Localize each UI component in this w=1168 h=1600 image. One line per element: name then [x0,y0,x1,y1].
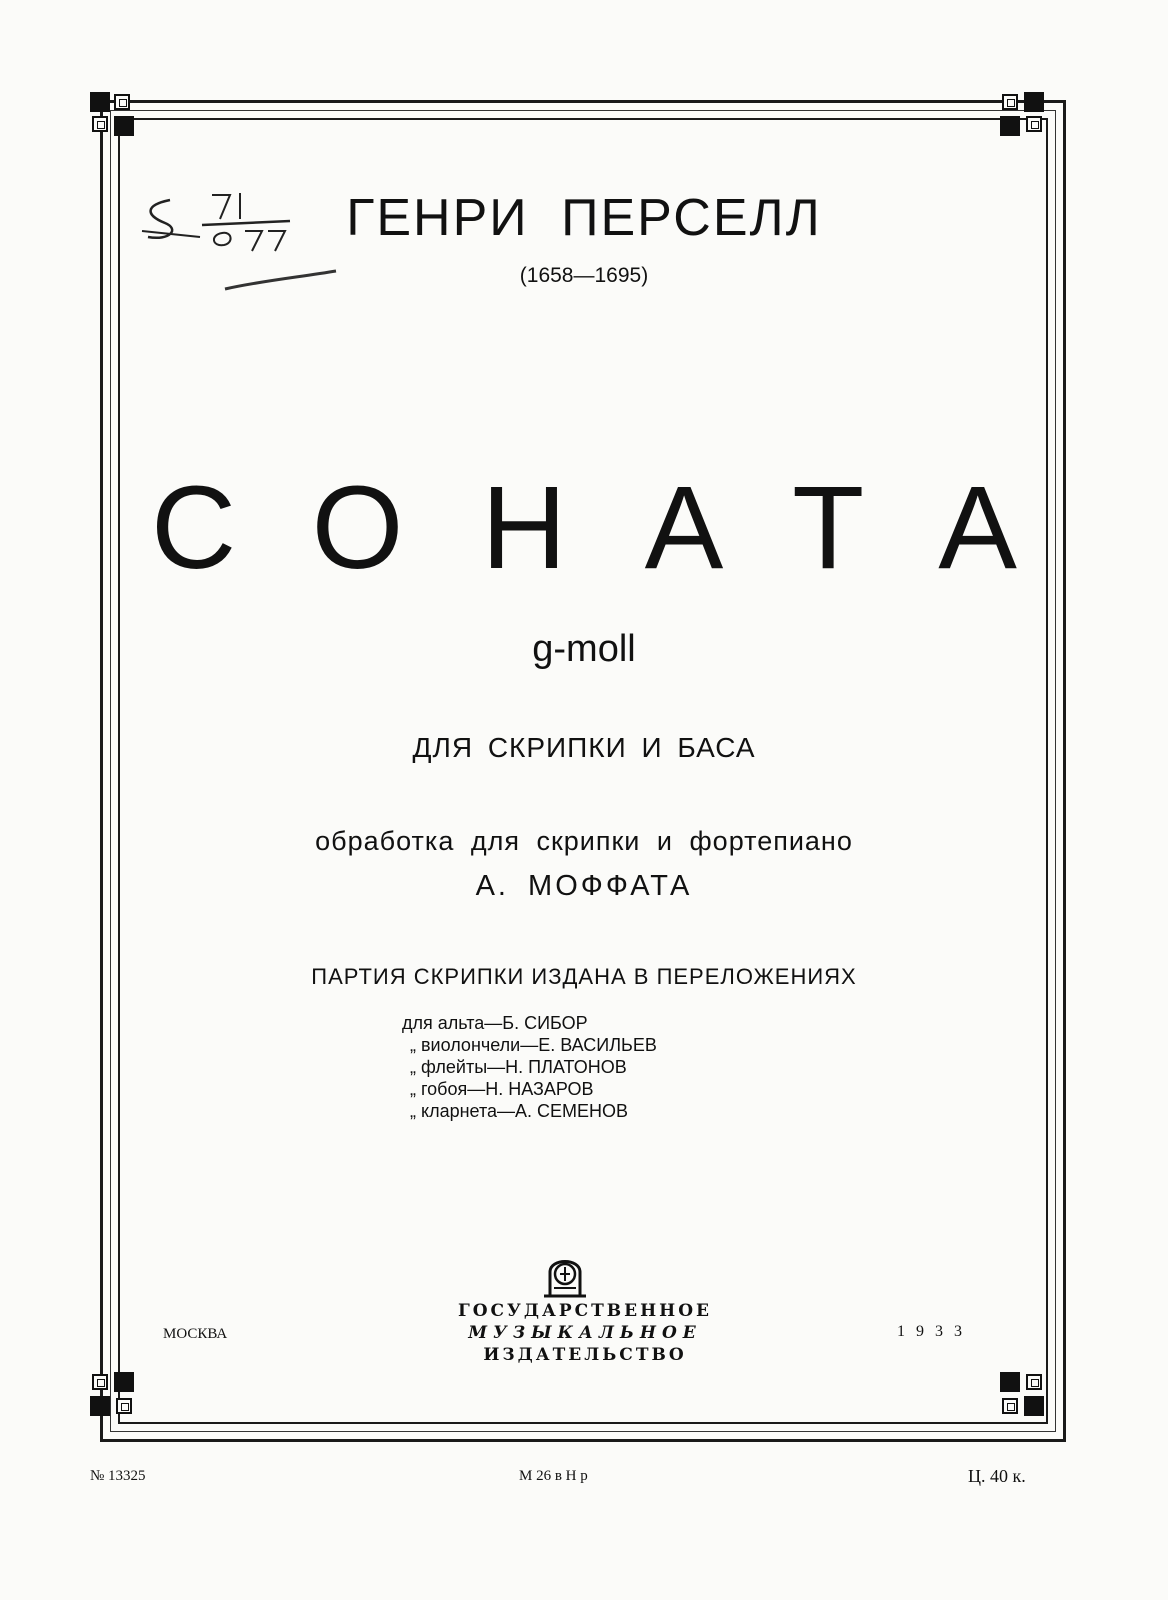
catalog-number: № 13325 [90,1468,146,1484]
edition-item: для альта—Б. СИБОР [402,1013,588,1033]
publisher-logo [540,1250,590,1300]
publisher-line-2: МУЗЫКАЛЬНОЕ [468,1323,702,1343]
work-key: g-moll [532,628,636,670]
editions-list [402,1012,657,1122]
frame-corner-top-left [90,92,136,138]
publisher-line-3: ИЗДАТЕЛЬСТВО [483,1345,687,1365]
frame-corner-bottom-left [90,1372,136,1418]
work-title: СОНАТА [151,462,1095,594]
publisher-name [440,1300,730,1366]
composer-years: (1658—1695) [519,264,649,287]
edition-item: „ гобоя—Н. НАЗАРОВ [410,1079,594,1099]
instrumentation: ДЛЯ СКРИПКИ И БАСА [412,732,756,763]
frame-corner-top-right [1000,92,1046,138]
edition-item: „ флейты—Н. ПЛАТОНОВ [410,1057,627,1077]
frame-corner-bottom-right [1000,1372,1046,1418]
edition-item: „ кларнета—А. СЕМЕНОВ [410,1101,629,1121]
composer-name: ГЕНРИ ПЕРСЕЛЛ [346,189,822,247]
publication-city: МОСКВА [163,1326,228,1342]
edition-item: „ виолончели—Е. ВАСИЛЬЕВ [410,1035,657,1055]
publication-year: 1933 [897,1323,973,1340]
page-frame-inner [118,118,1048,1424]
price: Ц. 40 к. [968,1466,1026,1486]
print-code: М 26 в Н р [519,1468,588,1484]
arrangement-note: обработка для скрипки и фортепиано [315,826,853,856]
arranger-name: А. МОФФАТА [475,870,693,902]
editions-heading: ПАРТИЯ СКРИПКИ ИЗДАНА В ПЕРЕЛОЖЕНИЯХ [311,964,857,989]
publisher-line-1: ГОСУДАРСТВЕННОЕ [457,1301,712,1321]
